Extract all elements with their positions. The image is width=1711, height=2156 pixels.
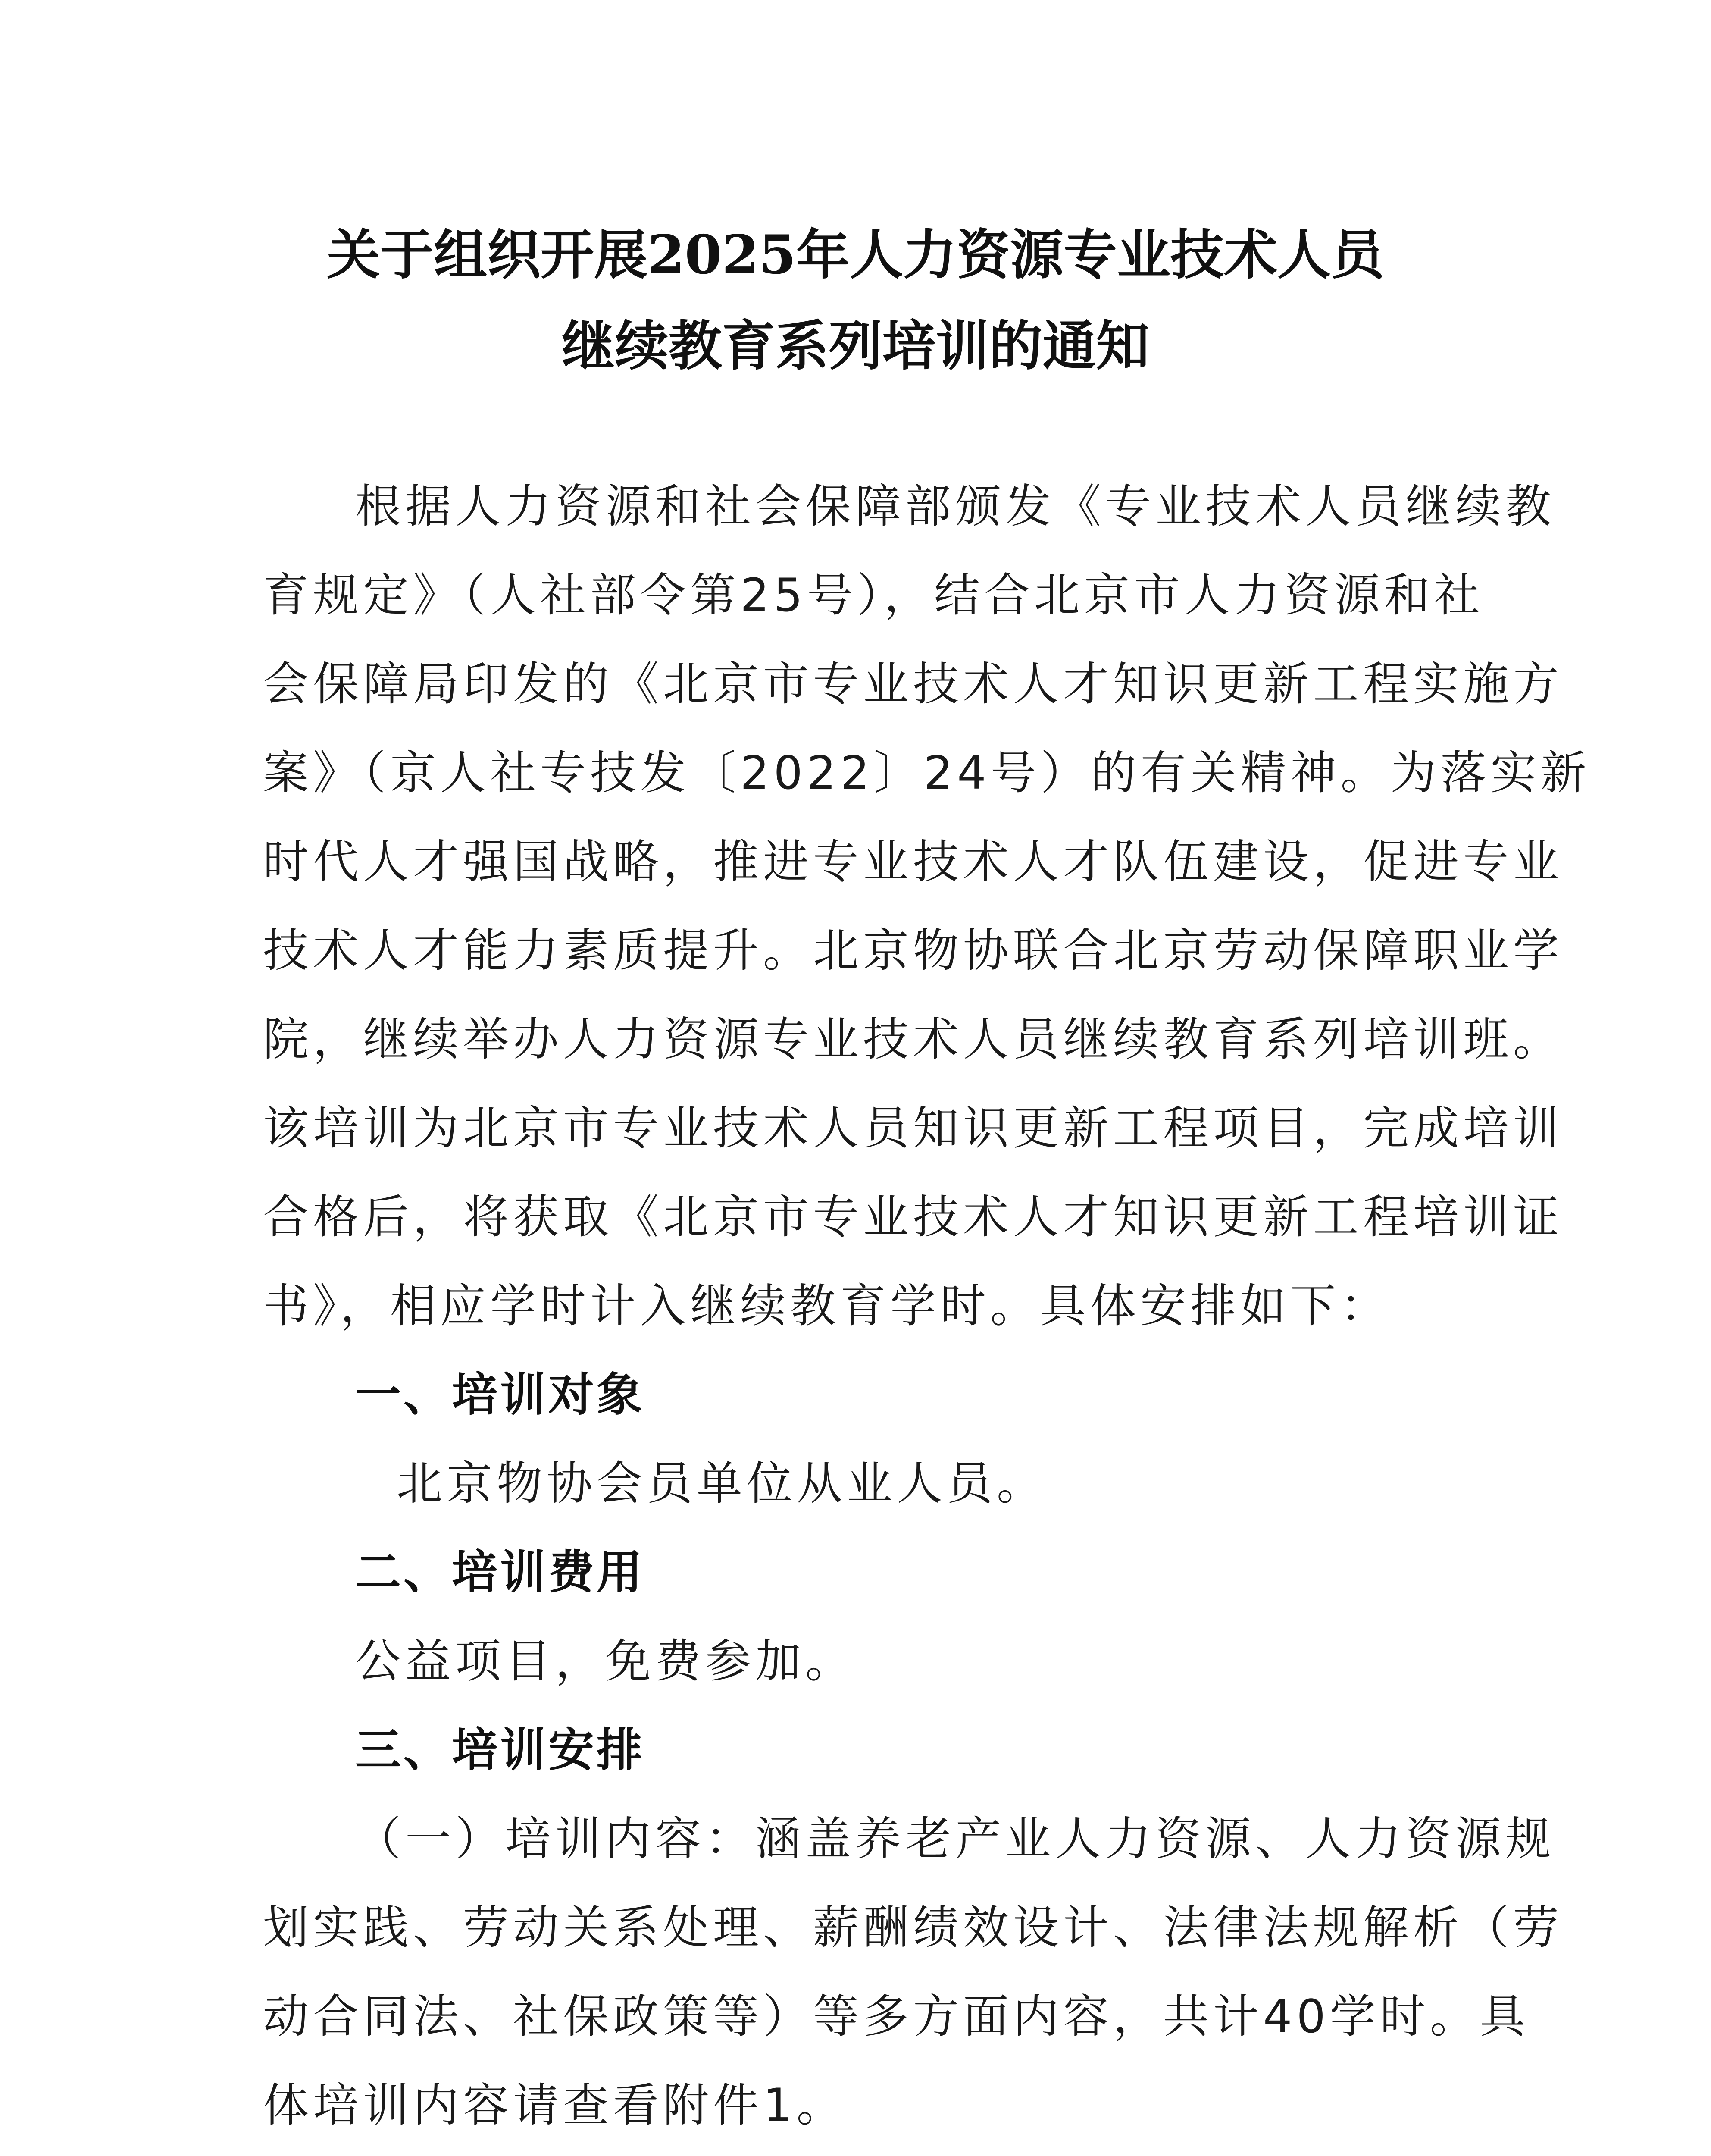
section-heading-training-fee: 二、培训费用 (355, 1546, 645, 1599)
section-text-training-content: 体培训内容请查看附件1。 (263, 2079, 847, 2132)
section-heading-training-arrangement: 三、培训安排 (355, 1724, 645, 1777)
section-text-training-target: 北京物协会员单位从业人员。 (397, 1457, 1047, 1510)
document-title-line-1: 关于组织开展2025年人力资源专业技术人员 (326, 224, 1385, 286)
section-text-training-fee: 公益项目，免费参加。 (355, 1635, 855, 1688)
section-text-training-content: 划实践、劳动关系处理、薪酬绩效设计、法律法规解析（劳 (263, 1901, 1563, 1954)
intro-paragraph-line: 会保障局印发的《北京市专业技术人才知识更新工程实施方 (263, 658, 1563, 711)
section-heading-training-target: 一、培训对象 (355, 1368, 645, 1421)
intro-paragraph-line: 书》，相应学时计入继续教育学时。具体安排如下： (263, 1279, 1390, 1332)
intro-paragraph-line: 育规定》（人社部令第25号），结合北京市人力资源和社 (263, 569, 1484, 622)
intro-paragraph-line: 技术人才能力素质提升。北京物协联合北京劳动保障职业学 (263, 924, 1563, 977)
document-title-line-2: 继续教育系列培训的通知 (561, 315, 1150, 377)
section-text-training-content: （一）培训内容：涵盖养老产业人力资源、人力资源规 (355, 1812, 1555, 1865)
intro-paragraph-line: 根据人力资源和社会保障部颁发《专业技术人员继续教 (355, 480, 1555, 533)
intro-paragraph-line: 时代人才强国战略，推进专业技术人才队伍建设，促进专业 (263, 835, 1563, 888)
intro-paragraph-line: 院，继续举办人力资源专业技术人员继续教育系列培训班。 (263, 1013, 1563, 1066)
intro-paragraph-line: 案》（京人社专技发〔2022〕24号）的有关精神。为落实新 (263, 746, 1591, 799)
section-text-training-content: 动合同法、社保政策等）等多方面内容，共计40学时。具 (263, 1990, 1530, 2043)
intro-paragraph-line: 合格后，将获取《北京市专业技术人才知识更新工程培训证 (263, 1191, 1563, 1244)
intro-paragraph-line: 该培训为北京市专业技术人员知识更新工程项目，完成培训 (263, 1102, 1563, 1155)
